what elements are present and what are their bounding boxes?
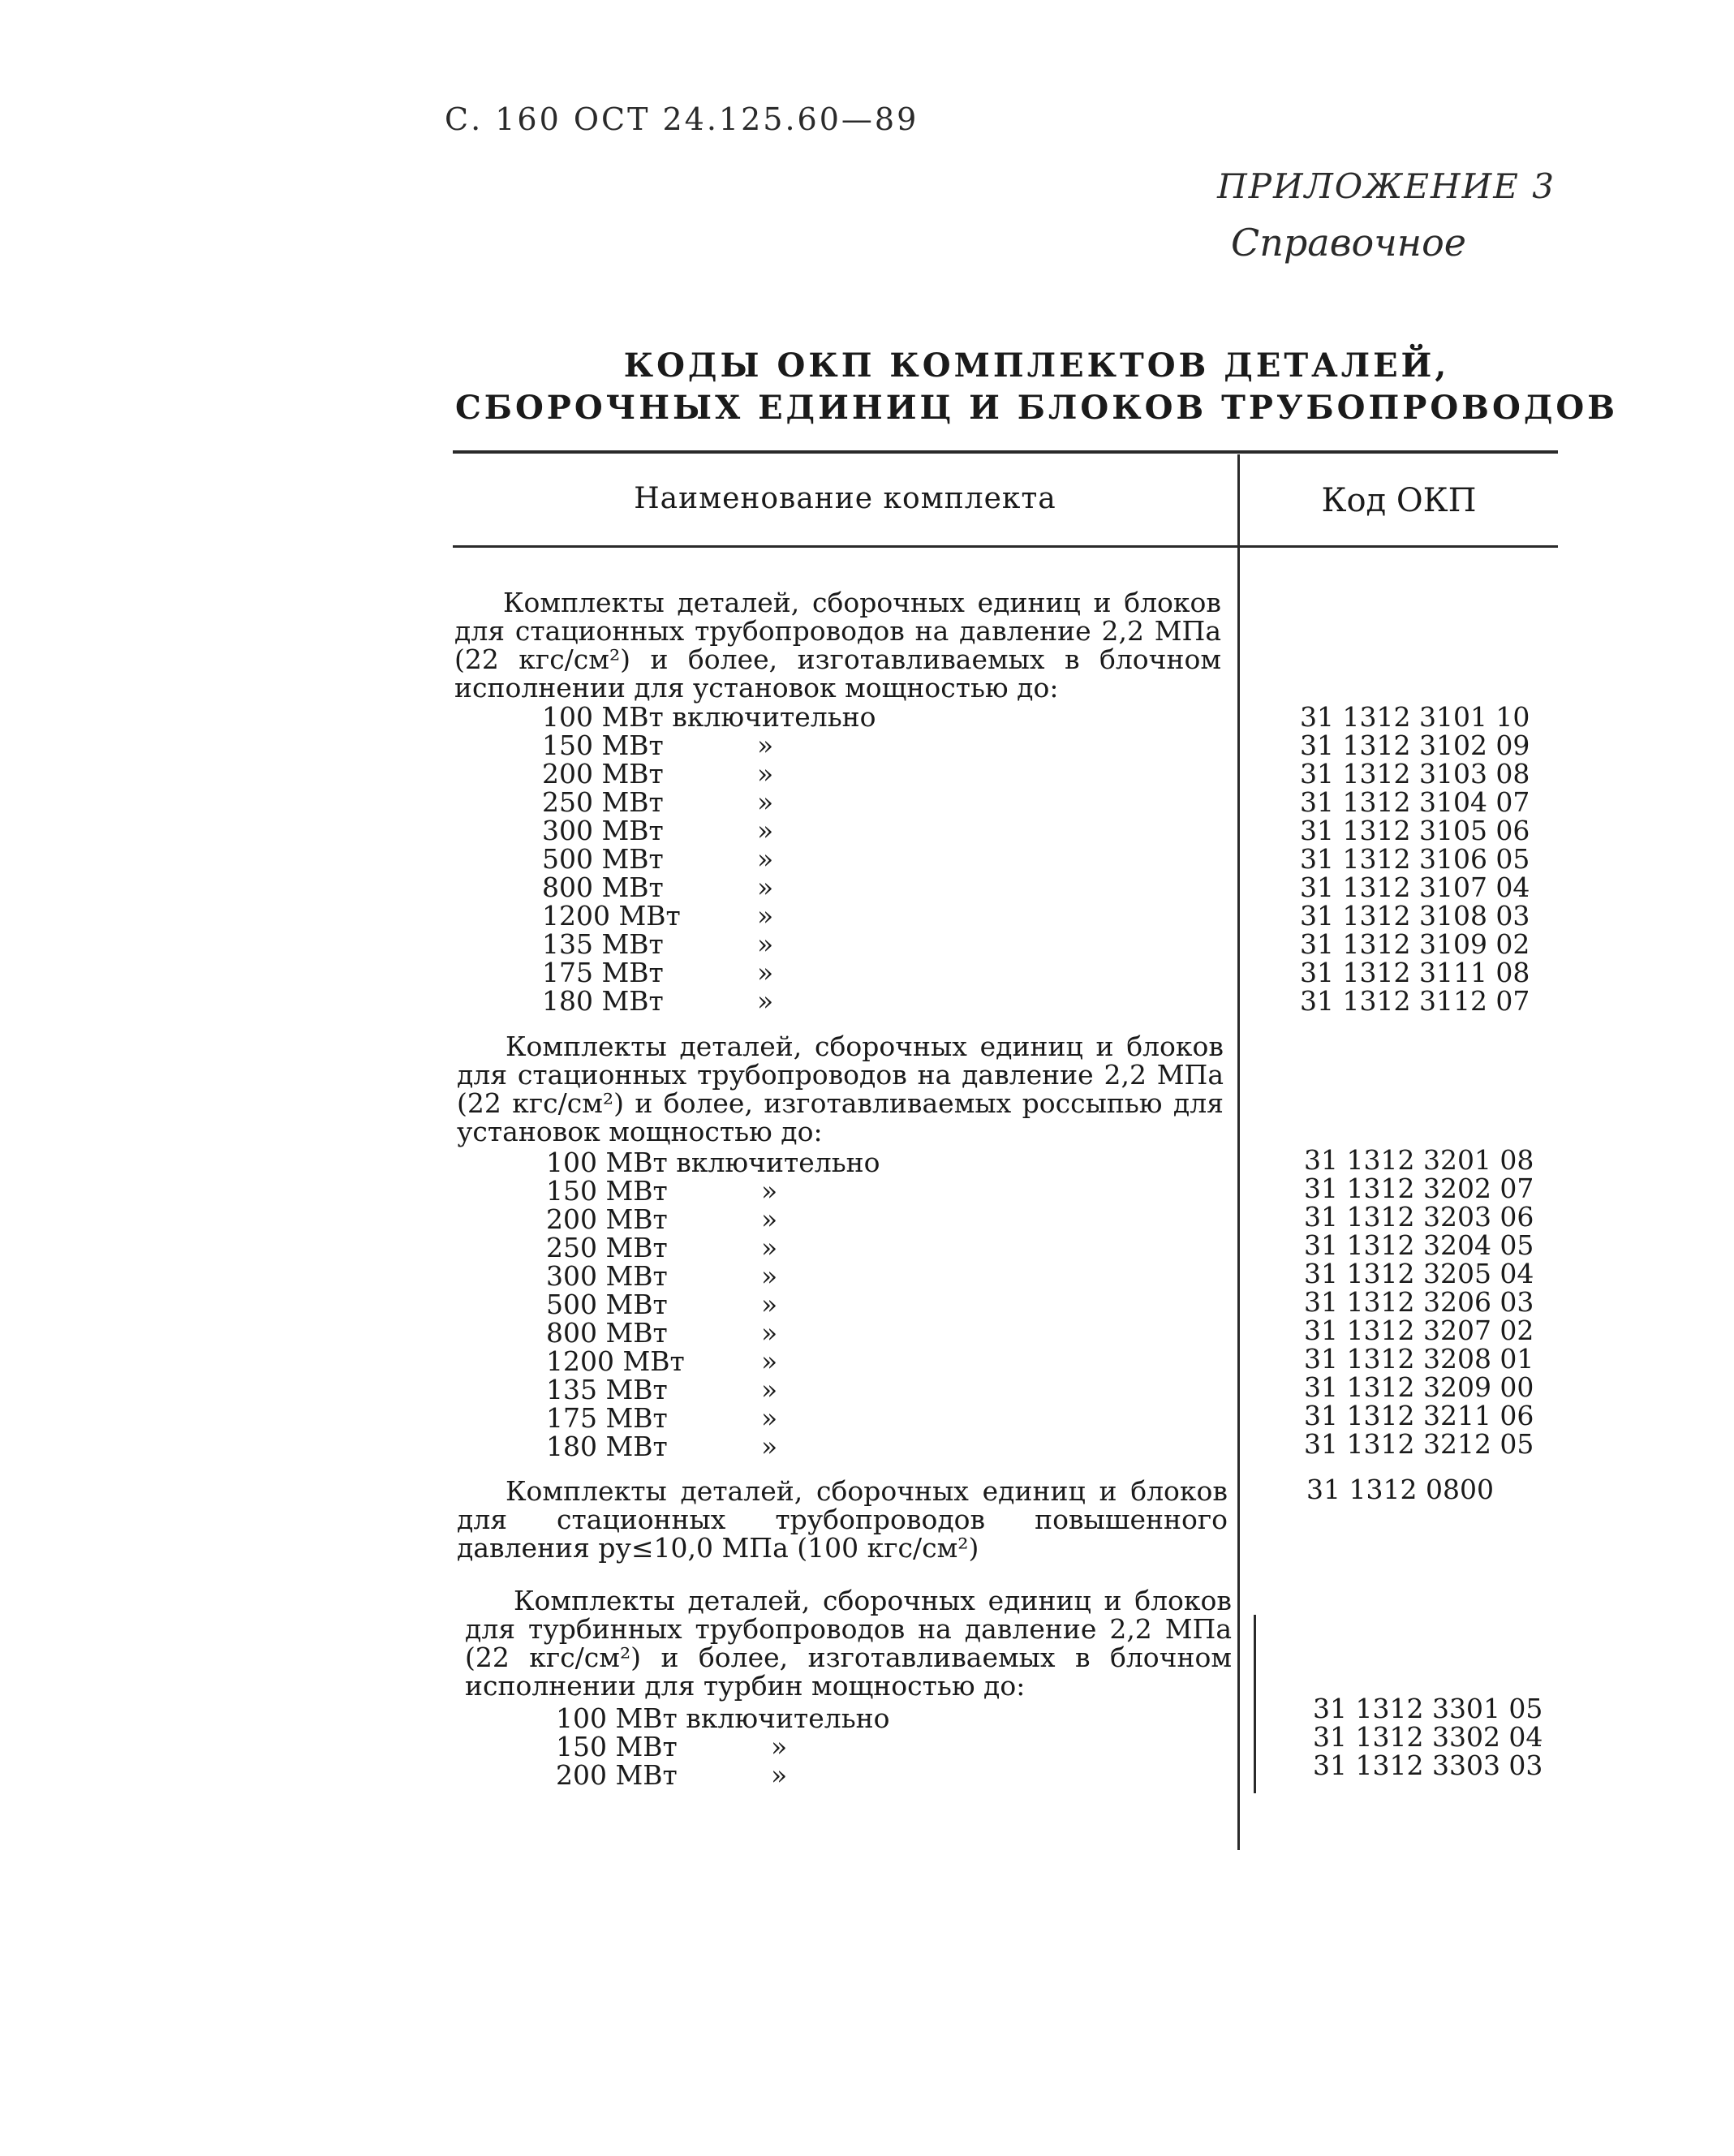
okp-code: 31 1312 3104 07	[1300, 786, 1530, 818]
list-item: 800 МВт »	[542, 871, 774, 903]
okp-code: 31 1312 3201 08	[1304, 1144, 1534, 1176]
title-line-1: КОДЫ ОКП КОМПЛЕКТОВ ДЕТАЛЕЙ,	[623, 346, 1450, 385]
list-item: 500 МВт »	[542, 843, 774, 875]
list-item: 300 МВт »	[546, 1260, 778, 1292]
list-item: 100 МВт включительно	[542, 701, 876, 733]
okp-code: 31 1312 3202 07	[1304, 1173, 1534, 1204]
okp-code: 31 1312 3111 08	[1300, 957, 1530, 988]
okp-code: 31 1312 3105 06	[1300, 815, 1530, 846]
okp-code: 31 1312 3203 06	[1304, 1201, 1534, 1233]
list-item: 150 МВт »	[546, 1175, 778, 1207]
list-item: 1200 МВт »	[542, 900, 774, 932]
okp-code: 31 1312 3204 05	[1304, 1229, 1534, 1261]
list-item: 200 МВт »	[542, 758, 774, 790]
list-item: 500 МВт »	[546, 1289, 778, 1320]
okp-code: 31 1312 3301 05	[1313, 1693, 1543, 1724]
table-top-rule	[453, 450, 1558, 454]
okp-code: 31 1312 3205 04	[1304, 1258, 1534, 1289]
list-item: 180 МВт »	[542, 985, 774, 1017]
reference-type: Справочное	[1231, 221, 1466, 265]
list-item: 300 МВт »	[542, 815, 774, 846]
list-item: 100 МВт включительно	[556, 1702, 890, 1734]
page-header: С. 160 ОСТ 24.125.60—89	[445, 101, 919, 137]
okp-code: 31 1312 3101 10	[1300, 701, 1530, 733]
column-divider-lower	[1254, 1615, 1256, 1793]
okp-code: 31 1312 3206 03	[1304, 1286, 1534, 1318]
list-item: 175 МВт »	[546, 1402, 778, 1434]
list-item: 250 МВт »	[546, 1232, 778, 1263]
okp-code: 31 1312 3211 06	[1304, 1400, 1534, 1431]
okp-code: 31 1312 3212 05	[1304, 1428, 1534, 1460]
list-item: 800 МВт »	[546, 1317, 778, 1349]
list-item: 150 МВт »	[542, 729, 774, 761]
okp-code: 31 1312 3207 02	[1304, 1315, 1534, 1346]
column-header-code: Код ОКП	[1321, 482, 1477, 519]
list-item: 135 МВт »	[546, 1374, 778, 1405]
column-divider	[1237, 454, 1240, 1850]
list-item: 200 МВт »	[556, 1759, 788, 1791]
okp-code: 31 1312 3108 03	[1300, 900, 1530, 932]
list-item: 150 МВт »	[556, 1731, 788, 1762]
okp-code: 31 1312 3208 01	[1304, 1343, 1534, 1375]
document-title	[450, 345, 1623, 429]
okp-code: 31 1312 0800	[1306, 1474, 1494, 1505]
okp-code: 31 1312 3103 08	[1300, 758, 1530, 790]
list-item: 175 МВт »	[542, 957, 774, 988]
appendix-label: ПРИЛОЖЕНИЕ 3	[1217, 166, 1555, 206]
okp-code: 31 1312 3107 04	[1300, 871, 1530, 903]
okp-code: 31 1312 3302 04	[1313, 1721, 1543, 1753]
column-header-name: Наименование комплекта	[634, 482, 1056, 515]
okp-code: 31 1312 3112 07	[1300, 985, 1530, 1017]
section-1-description: Комплекты деталей, сборочных единиц и блоков для стационных трубопроводов на давление 2,2 МПа (22 кгс/см²) и более, изготавливаемых в блочном исполнении для установок мощностью до:	[454, 587, 1221, 704]
okp-code: 31 1312 3106 05	[1300, 843, 1530, 875]
okp-code: 31 1312 3303 03	[1313, 1749, 1543, 1781]
list-item: 1200 МВт »	[546, 1345, 778, 1377]
list-item: 100 МВт включительно	[546, 1147, 880, 1178]
list-item: 200 МВт »	[546, 1203, 778, 1235]
okp-code: 31 1312 3109 02	[1300, 928, 1530, 960]
section-3-description: Комплекты деталей, сборочных единиц и блоков для стационных трубопроводов повышенного давления pу≤10,0 МПа (100 кгс/см²)	[457, 1475, 1228, 1564]
list-item: 180 МВт »	[546, 1431, 778, 1462]
list-item: 135 МВт »	[542, 928, 774, 960]
title-line-2: СБОРОЧНЫХ ЕДИНИЦ И БЛОКОВ ТРУБОПРОВОДОВ	[454, 389, 1619, 427]
section-2-description: Комплекты деталей, сборочных единиц и блоков для стационных трубопроводов на давление 2,2 МПа (22 кгс/см²) и более, изготавливаемых россыпью для установок мощностью до:	[457, 1031, 1224, 1147]
list-item: 250 МВт »	[542, 786, 774, 818]
okp-code: 31 1312 3102 09	[1300, 729, 1530, 761]
section-4-description: Комплекты деталей, сборочных единиц и блоков для турбинных трубопроводов на давление 2,2 МПа (22 кгс/см²) и более, изготавливаемых в блочном исполнении для турбин мощностью до:	[465, 1585, 1232, 1702]
table-header-rule	[453, 545, 1558, 548]
okp-code: 31 1312 3209 00	[1304, 1371, 1534, 1403]
